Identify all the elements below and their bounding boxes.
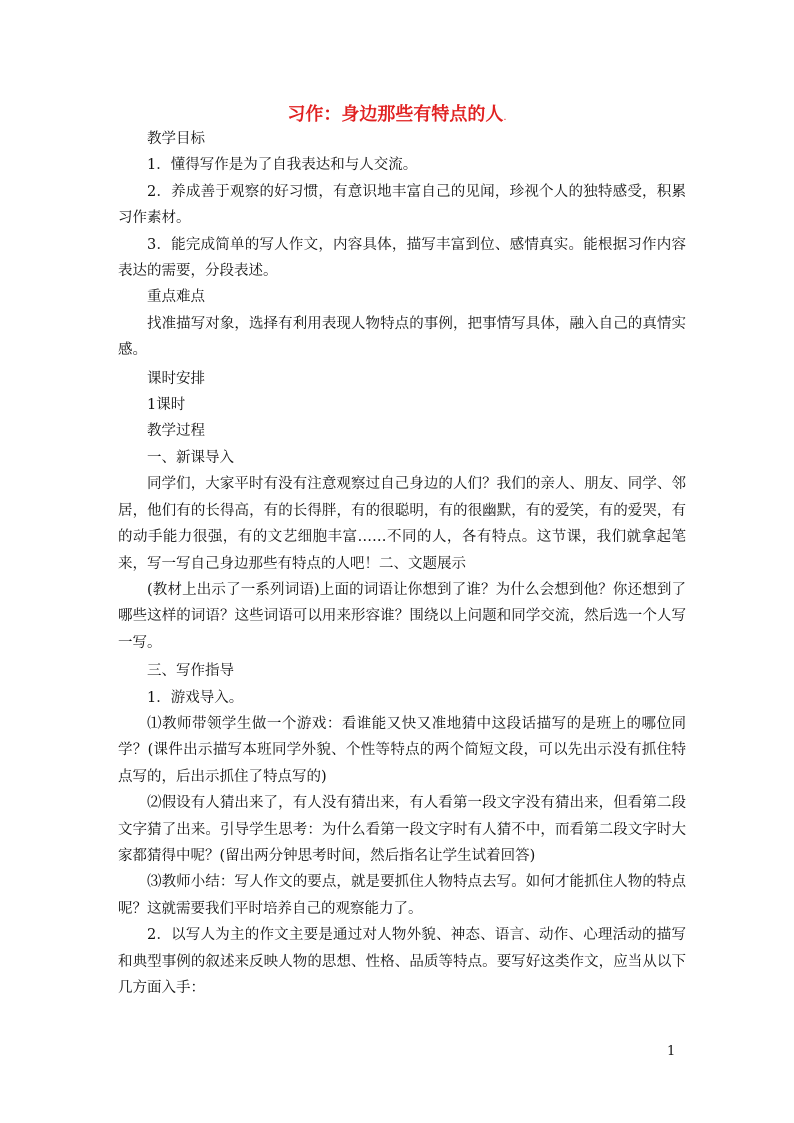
document-body (118, 126, 686, 1001)
paragraph: 2．以写人为主的作文主要是通过对人物外貌、神态、语言、动作、心理活动的描写和典型事例的叙述来反映人物的思想、性格、品质等特点。要写好这类作文，应当从以下几方面入手： (118, 927, 686, 996)
page-number: 1 (667, 1044, 676, 1059)
paragraph: 3．能完成简单的写人作文，内容具体，描写丰富到位、感情真实。能根据习作内容表达的需要，分段表述。 (118, 236, 686, 280)
paragraph: 1．懂得写作是为了自我表达和与人交流。 (147, 157, 418, 174)
paragraph: (教材上出示了一系列词语)上面的词语让你想到了谁？为什么会想到他？你还想到了哪些这样的词语？这些词语可以用来形容谁？围绕以上问题和同学交流，然后选一个人写一写。 (118, 581, 686, 651)
paragraph: ⑶教师小结：写人作文的要点，就是要抓住人物特点去写。如何才能抓住人物的特点呢？这就需要我们平时培养自己的观察能力了。 (118, 874, 686, 917)
section-heading: 一、新课导入 (147, 449, 234, 466)
paragraph: ⑴教师带领学生做一个游戏：看谁能又快又准地猜中这段话描写的是班上的哪位同学？(课件出示描写本班同学外貌、个性等特点的两个简短文段，可以先出示没有抓住特点写的，后出示抓住了特点写的) (118, 715, 686, 785)
heading-process: 教学过程 (147, 423, 205, 440)
heading-schedule: 课时安排 (147, 370, 205, 387)
paragraph: 同学们，大家平时有没有注意观察过自己身边的人们？我们的亲人、朋友、同学、邻居，他们有的长得高，有的长得胖，有的很聪明，有的很幽默，有的爱笑，有的爱哭，有的动手能力很强，有的文艺细胞丰富……不同的人，各有特点。这节课，我们就拿起笔来，写一写自己身边那些有特点的人吧！二、文题展示 (118, 476, 686, 572)
paragraph: ⑵假设有人猜出来了，有人没有猜出来，有人看第一段文字没有猜出来，但看第二段文字猜了出来。引导学生思考：为什么看第一段文字时有人猜不中，而看第二段文字时大家都猜得中呢？(留出两分钟思考时间，然后指名让学生试着回答) (118, 795, 686, 864)
paragraph: 找准描写对象，选择有利用表现人物特点的事例，把事情写具体，融入自己的真情实感。 (118, 315, 686, 359)
title-mark: . (503, 112, 507, 123)
paragraph: 1课时 (147, 397, 186, 414)
document-title (0, 100, 794, 126)
title-text: 习作：身边那些有特点的人 (287, 104, 504, 125)
section-heading: 三、写作指导 (147, 663, 234, 680)
heading-objectives: 教学目标 (147, 131, 205, 147)
paragraph: 1．游戏导入。 (147, 689, 244, 706)
heading-key-points: 重点难点 (147, 289, 205, 306)
paragraph: 2．养成善于观察的好习惯，有意识地丰富自己的见闻，珍视个人的独特感受，积累习作素材。 (118, 183, 686, 227)
